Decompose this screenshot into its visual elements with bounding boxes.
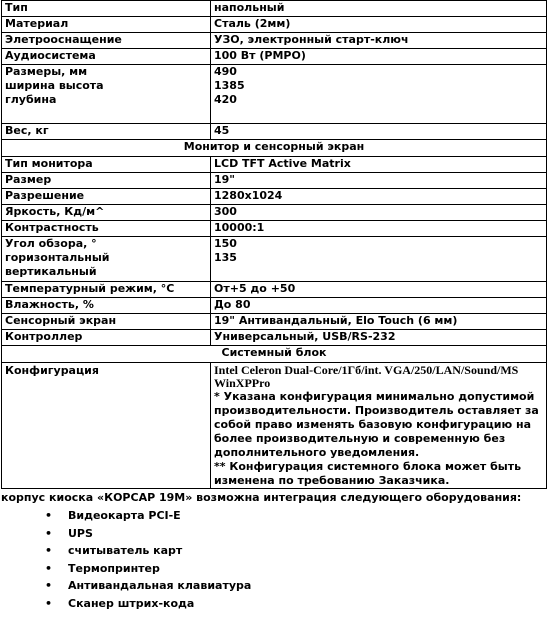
spec-label: Влажность, %	[2, 298, 211, 314]
section-title-monitor: Монитор и сенсорный экран	[2, 140, 547, 157]
spec-row	[2, 221, 547, 237]
bullet-icon: •	[45, 526, 53, 540]
spec-value: LCD TFT Active Matrix	[211, 157, 547, 173]
bullet-icon: •	[45, 579, 53, 592]
spec-value: 490 1385 420	[211, 65, 547, 124]
spec-row	[2, 330, 547, 346]
spec-value: Сталь (2мм)	[211, 17, 547, 33]
bullet-icon: •	[45, 509, 53, 522]
spec-row	[2, 237, 547, 282]
spec-row	[2, 49, 547, 65]
spec-label: Тип	[2, 1, 211, 17]
list-item	[0, 577, 548, 595]
spec-value: 150 135	[211, 237, 547, 282]
spec-row	[2, 124, 547, 140]
feature-label: Антивандальная клавиатура	[68, 579, 252, 592]
bullet-icon: •	[45, 561, 53, 575]
spec-row	[2, 17, 547, 33]
spec-label: Тип монитора	[2, 157, 211, 173]
bullet-icon: •	[45, 596, 53, 610]
spec-value: напольный	[211, 1, 547, 17]
config-main: Intel Celeron Dual-Core/1Гб/int. VGA/250/LAN/Sound/MS WinXPPro	[214, 363, 519, 390]
feature-label: UPS	[68, 526, 93, 540]
spec-row	[2, 298, 547, 314]
spec-table	[1, 0, 547, 489]
spec-row	[2, 157, 547, 173]
spec-row	[2, 173, 547, 189]
spec-value: 45	[211, 124, 547, 140]
spec-label: Температурный режим, °С	[2, 282, 211, 298]
spec-label: Размеры, мм ширина высота глубина	[2, 65, 211, 124]
spec-value: УЗО, электронный старт-ключ	[211, 33, 547, 49]
list-item	[0, 507, 548, 525]
config-value	[211, 363, 547, 489]
spec-label: Аудиосистема	[2, 49, 211, 65]
feature-label: считыватель карт	[68, 544, 183, 557]
integration-intro: корпус киоска «КОРСАР 19М» возможна интеграция следующего оборудования:	[1, 491, 522, 504]
spec-label: Угол обзора, ° горизонтальный вертикальный	[2, 237, 211, 282]
spec-value: 1280x1024	[211, 189, 547, 205]
spec-value: 19" Антивандальный, Elo Touch (6 мм)	[211, 314, 547, 330]
spec-value: От+5 до +50	[211, 282, 547, 298]
spec-row	[2, 1, 547, 17]
spec-label: Контрастность	[2, 221, 211, 237]
spec-label: Сенсорный экран	[2, 314, 211, 330]
config-row	[2, 363, 547, 489]
config-note-2: ** Конфигурация системного блока может быть изменена по требованию Заказчика.	[214, 460, 522, 487]
spec-row	[2, 282, 547, 298]
spec-row	[2, 314, 547, 330]
spec-label: Вес, кг	[2, 124, 211, 140]
list-item	[0, 595, 548, 613]
spec-value: 100 Вт (PMPO)	[211, 49, 547, 65]
spec-label: Материал	[2, 17, 211, 33]
feature-label: Сканер штрих-кода	[68, 596, 195, 610]
section-title-system: Системный блок	[2, 346, 547, 363]
spec-row	[2, 189, 547, 205]
section-row-system	[2, 346, 547, 363]
feature-list	[0, 507, 548, 612]
spec-value: 10000:1	[211, 221, 547, 237]
spec-row	[2, 205, 547, 221]
spec-row	[2, 33, 547, 49]
spec-value: До 80	[211, 298, 547, 314]
spec-row	[2, 65, 547, 124]
list-item	[0, 525, 548, 543]
list-item	[0, 542, 548, 560]
spec-label: Размер	[2, 173, 211, 189]
spec-label: Элетрооснащение	[2, 33, 211, 49]
feature-label: Термопринтер	[68, 561, 160, 575]
spec-label: Яркость, Кд/м^	[2, 205, 211, 221]
config-note-1: * Указана конфигурация минимально допустимой производительности. Производитель оставляет за собой право изменять базовую конфигурацию на более производительную и современную без дополнительного уведомления.	[214, 390, 539, 459]
list-item	[0, 560, 548, 578]
section-row-monitor	[2, 140, 547, 157]
config-label: Конфигурация	[2, 363, 211, 489]
spec-label: Контроллер	[2, 330, 211, 346]
spec-value: 300	[211, 205, 547, 221]
spec-value: 19"	[211, 173, 547, 189]
bullet-icon: •	[45, 544, 53, 557]
spec-value: Универсальный, USB/RS-232	[211, 330, 547, 346]
spec-label: Разрешение	[2, 189, 211, 205]
feature-label: Видеокарта PCI-E	[68, 509, 181, 522]
